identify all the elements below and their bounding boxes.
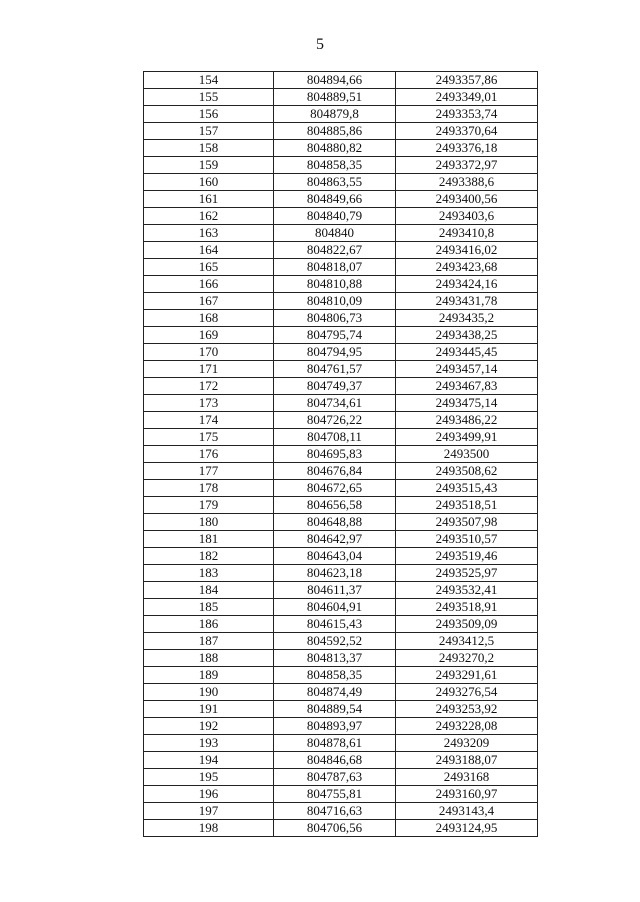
table-row xyxy=(144,412,538,429)
y-coordinate-cell: 2493370,64 xyxy=(396,123,538,140)
x-coordinate-cell: 804794,95 xyxy=(274,344,396,361)
point-number-cell: 168 xyxy=(144,310,274,327)
x-coordinate-cell: 804822,67 xyxy=(274,242,396,259)
table-row xyxy=(144,446,538,463)
table-row xyxy=(144,327,538,344)
x-coordinate-cell: 804706,56 xyxy=(274,820,396,837)
point-number-cell: 197 xyxy=(144,803,274,820)
point-number-cell: 157 xyxy=(144,123,274,140)
y-coordinate-cell: 2493253,92 xyxy=(396,701,538,718)
x-coordinate-cell: 804676,84 xyxy=(274,463,396,480)
x-coordinate-cell: 804810,88 xyxy=(274,276,396,293)
table-row xyxy=(144,565,538,582)
point-number-cell: 160 xyxy=(144,174,274,191)
point-number-cell: 189 xyxy=(144,667,274,684)
x-coordinate-cell: 804708,11 xyxy=(274,429,396,446)
y-coordinate-cell: 2493424,16 xyxy=(396,276,538,293)
table-row xyxy=(144,786,538,803)
y-coordinate-cell: 2493435,2 xyxy=(396,310,538,327)
point-number-cell: 162 xyxy=(144,208,274,225)
table-row xyxy=(144,599,538,616)
table-row xyxy=(144,174,538,191)
y-coordinate-cell: 2493400,56 xyxy=(396,191,538,208)
table-row xyxy=(144,650,538,667)
y-coordinate-cell: 2493518,51 xyxy=(396,497,538,514)
x-coordinate-cell: 804795,74 xyxy=(274,327,396,344)
table-row xyxy=(144,395,538,412)
point-number-cell: 186 xyxy=(144,616,274,633)
point-number-cell: 166 xyxy=(144,276,274,293)
x-coordinate-cell: 804893,97 xyxy=(274,718,396,735)
y-coordinate-cell: 2493519,46 xyxy=(396,548,538,565)
point-number-cell: 182 xyxy=(144,548,274,565)
y-coordinate-cell: 2493188,07 xyxy=(396,752,538,769)
point-number-cell: 181 xyxy=(144,531,274,548)
point-number-cell: 159 xyxy=(144,157,274,174)
point-number-cell: 176 xyxy=(144,446,274,463)
table-row xyxy=(144,344,538,361)
table-row xyxy=(144,514,538,531)
table-row xyxy=(144,463,538,480)
y-coordinate-cell: 2493124,95 xyxy=(396,820,538,837)
x-coordinate-cell: 804755,81 xyxy=(274,786,396,803)
point-number-cell: 194 xyxy=(144,752,274,769)
table-row xyxy=(144,89,538,106)
point-number-cell: 191 xyxy=(144,701,274,718)
point-number-cell: 164 xyxy=(144,242,274,259)
table-row xyxy=(144,616,538,633)
x-coordinate-cell: 804604,91 xyxy=(274,599,396,616)
table-row xyxy=(144,480,538,497)
point-number-cell: 178 xyxy=(144,480,274,497)
point-number-cell: 180 xyxy=(144,514,274,531)
table-row xyxy=(144,242,538,259)
x-coordinate-cell: 804885,86 xyxy=(274,123,396,140)
point-number-cell: 183 xyxy=(144,565,274,582)
y-coordinate-cell: 2493445,45 xyxy=(396,344,538,361)
x-coordinate-cell: 804787,63 xyxy=(274,769,396,786)
x-coordinate-cell: 804878,61 xyxy=(274,735,396,752)
table-row xyxy=(144,123,538,140)
x-coordinate-cell: 804592,52 xyxy=(274,633,396,650)
point-number-cell: 154 xyxy=(144,72,274,89)
x-coordinate-cell: 804858,35 xyxy=(274,157,396,174)
x-coordinate-cell: 804656,58 xyxy=(274,497,396,514)
point-number-cell: 192 xyxy=(144,718,274,735)
table-row xyxy=(144,259,538,276)
x-coordinate-cell: 804806,73 xyxy=(274,310,396,327)
table-row xyxy=(144,684,538,701)
point-number-cell: 155 xyxy=(144,89,274,106)
x-coordinate-cell: 804643,04 xyxy=(274,548,396,565)
x-coordinate-cell: 804648,88 xyxy=(274,514,396,531)
table-row xyxy=(144,701,538,718)
point-number-cell: 184 xyxy=(144,582,274,599)
point-number-cell: 163 xyxy=(144,225,274,242)
point-number-cell: 172 xyxy=(144,378,274,395)
x-coordinate-cell: 804734,61 xyxy=(274,395,396,412)
point-number-cell: 177 xyxy=(144,463,274,480)
point-number-cell: 179 xyxy=(144,497,274,514)
page-number: 5 xyxy=(316,36,324,53)
point-number-cell: 170 xyxy=(144,344,274,361)
point-number-cell: 187 xyxy=(144,633,274,650)
table-row xyxy=(144,378,538,395)
x-coordinate-cell: 804749,37 xyxy=(274,378,396,395)
y-coordinate-cell: 2493515,43 xyxy=(396,480,538,497)
y-coordinate-cell: 2493376,18 xyxy=(396,140,538,157)
y-coordinate-cell: 2493486,22 xyxy=(396,412,538,429)
coordinates-table xyxy=(143,71,538,837)
point-number-cell: 185 xyxy=(144,599,274,616)
y-coordinate-cell: 2493276,54 xyxy=(396,684,538,701)
y-coordinate-cell: 2493403,6 xyxy=(396,208,538,225)
point-number-cell: 158 xyxy=(144,140,274,157)
point-number-cell: 190 xyxy=(144,684,274,701)
y-coordinate-cell: 2493416,02 xyxy=(396,242,538,259)
table-row xyxy=(144,667,538,684)
point-number-cell: 173 xyxy=(144,395,274,412)
table-row xyxy=(144,140,538,157)
table-row xyxy=(144,582,538,599)
x-coordinate-cell: 804672,65 xyxy=(274,480,396,497)
x-coordinate-cell: 804611,37 xyxy=(274,582,396,599)
y-coordinate-cell: 2493228,08 xyxy=(396,718,538,735)
table-row xyxy=(144,225,538,242)
x-coordinate-cell: 804863,55 xyxy=(274,174,396,191)
y-coordinate-cell: 2493168 xyxy=(396,769,538,786)
x-coordinate-cell: 804879,8 xyxy=(274,106,396,123)
y-coordinate-cell: 2493532,41 xyxy=(396,582,538,599)
x-coordinate-cell: 804642,97 xyxy=(274,531,396,548)
table-row xyxy=(144,361,538,378)
x-coordinate-cell: 804889,51 xyxy=(274,89,396,106)
point-number-cell: 171 xyxy=(144,361,274,378)
x-coordinate-cell: 804840,79 xyxy=(274,208,396,225)
y-coordinate-cell: 2493291,61 xyxy=(396,667,538,684)
y-coordinate-cell: 2493410,8 xyxy=(396,225,538,242)
y-coordinate-cell: 2493357,86 xyxy=(396,72,538,89)
y-coordinate-cell: 2493431,78 xyxy=(396,293,538,310)
x-coordinate-cell: 804894,66 xyxy=(274,72,396,89)
x-coordinate-cell: 804761,57 xyxy=(274,361,396,378)
y-coordinate-cell: 2493475,14 xyxy=(396,395,538,412)
table-row xyxy=(144,803,538,820)
y-coordinate-cell: 2493499,91 xyxy=(396,429,538,446)
table-row xyxy=(144,820,538,837)
table-row xyxy=(144,548,538,565)
x-coordinate-cell: 804810,09 xyxy=(274,293,396,310)
y-coordinate-cell: 2493349,01 xyxy=(396,89,538,106)
x-coordinate-cell: 804880,82 xyxy=(274,140,396,157)
y-coordinate-cell: 2493510,57 xyxy=(396,531,538,548)
x-coordinate-cell: 804818,07 xyxy=(274,259,396,276)
point-number-cell: 174 xyxy=(144,412,274,429)
y-coordinate-cell: 2493507,98 xyxy=(396,514,538,531)
y-coordinate-cell: 2493509,09 xyxy=(396,616,538,633)
y-coordinate-cell: 2493508,62 xyxy=(396,463,538,480)
x-coordinate-cell: 804716,63 xyxy=(274,803,396,820)
point-number-cell: 156 xyxy=(144,106,274,123)
y-coordinate-cell: 2493423,68 xyxy=(396,259,538,276)
coordinates-table-body xyxy=(144,72,538,837)
x-coordinate-cell: 804726,22 xyxy=(274,412,396,429)
table-row xyxy=(144,157,538,174)
y-coordinate-cell: 2493525,97 xyxy=(396,565,538,582)
y-coordinate-cell: 2493518,91 xyxy=(396,599,538,616)
y-coordinate-cell: 2493209 xyxy=(396,735,538,752)
y-coordinate-cell: 2493500 xyxy=(396,446,538,463)
table-row xyxy=(144,633,538,650)
y-coordinate-cell: 2493372,97 xyxy=(396,157,538,174)
y-coordinate-cell: 2493143,4 xyxy=(396,803,538,820)
table-row xyxy=(144,531,538,548)
x-coordinate-cell: 804623,18 xyxy=(274,565,396,582)
y-coordinate-cell: 2493270,2 xyxy=(396,650,538,667)
table-row xyxy=(144,718,538,735)
x-coordinate-cell: 804813,37 xyxy=(274,650,396,667)
table-row xyxy=(144,769,538,786)
y-coordinate-cell: 2493388,6 xyxy=(396,174,538,191)
x-coordinate-cell: 804874,49 xyxy=(274,684,396,701)
x-coordinate-cell: 804615,43 xyxy=(274,616,396,633)
x-coordinate-cell: 804695,83 xyxy=(274,446,396,463)
point-number-cell: 175 xyxy=(144,429,274,446)
x-coordinate-cell: 804889,54 xyxy=(274,701,396,718)
table-row xyxy=(144,106,538,123)
table-row xyxy=(144,429,538,446)
y-coordinate-cell: 2493467,83 xyxy=(396,378,538,395)
y-coordinate-cell: 2493457,14 xyxy=(396,361,538,378)
point-number-cell: 161 xyxy=(144,191,274,208)
x-coordinate-cell: 804840 xyxy=(274,225,396,242)
y-coordinate-cell: 2493160,97 xyxy=(396,786,538,803)
table-row xyxy=(144,191,538,208)
y-coordinate-cell: 2493353,74 xyxy=(396,106,538,123)
x-coordinate-cell: 804846,68 xyxy=(274,752,396,769)
table-row xyxy=(144,276,538,293)
table-row xyxy=(144,752,538,769)
point-number-cell: 193 xyxy=(144,735,274,752)
x-coordinate-cell: 804849,66 xyxy=(274,191,396,208)
point-number-cell: 198 xyxy=(144,820,274,837)
table-row xyxy=(144,735,538,752)
table-row xyxy=(144,310,538,327)
point-number-cell: 196 xyxy=(144,786,274,803)
point-number-cell: 169 xyxy=(144,327,274,344)
x-coordinate-cell: 804858,35 xyxy=(274,667,396,684)
point-number-cell: 195 xyxy=(144,769,274,786)
table-row xyxy=(144,497,538,514)
y-coordinate-cell: 2493438,25 xyxy=(396,327,538,344)
point-number-cell: 165 xyxy=(144,259,274,276)
table-row xyxy=(144,293,538,310)
point-number-cell: 188 xyxy=(144,650,274,667)
point-number-cell: 167 xyxy=(144,293,274,310)
table-row xyxy=(144,72,538,89)
table-row xyxy=(144,208,538,225)
y-coordinate-cell: 2493412,5 xyxy=(396,633,538,650)
